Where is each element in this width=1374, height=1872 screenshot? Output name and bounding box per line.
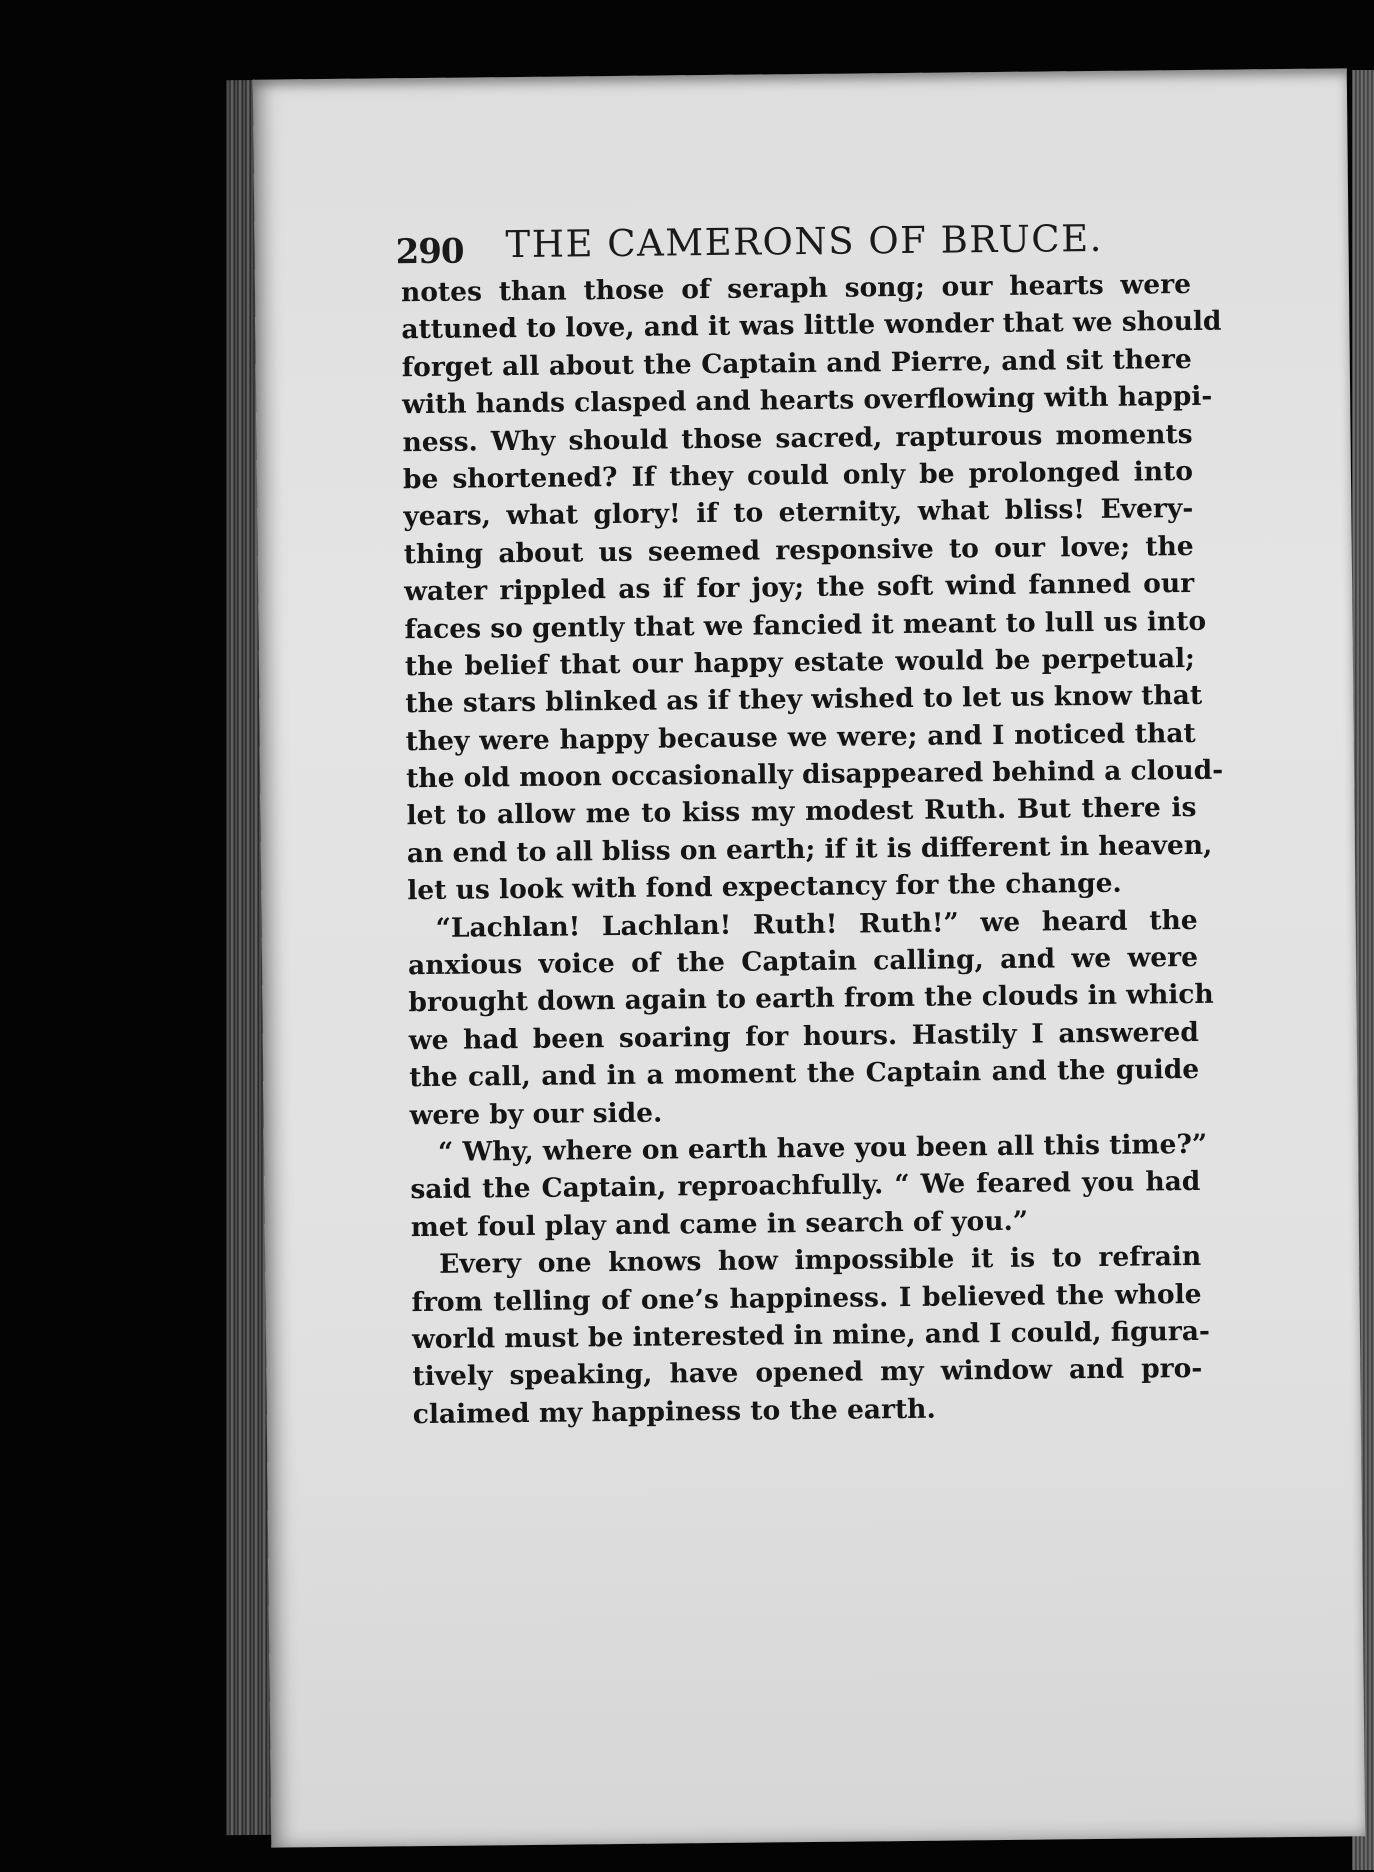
text-line: brought down again to earth from the clouds in which <box>408 979 1214 1019</box>
text-line: the stars blinked as if they wished to let us know that <box>405 680 1203 720</box>
text-line: forget all about the Captain and Pierre, and sit there <box>401 343 1192 384</box>
text-line: faces so gently that we fancied it meant to lull us into <box>404 605 1207 645</box>
text-line: let us look with fond expectancy for the change. <box>407 867 1122 907</box>
text-line: anxious voice of the Captain calling, and we were <box>407 941 1199 982</box>
text-line: an end to all bliss on earth; if it is different in heaven, <box>406 829 1213 870</box>
text-line: years, what glory! if to eternity, what bliss! Every- <box>403 493 1194 533</box>
text-line: ness. Why should those sacred, rapturous moments <box>402 418 1193 458</box>
text-line: Every one knows how impossible it is to refrain <box>439 1241 1202 1281</box>
text-line: “Lachlan! Lachlan! Ruth! Ruth!” we heard the <box>435 904 1198 944</box>
text-line: they were happy because we were; and I noticed that <box>405 717 1196 757</box>
text-line: from telling of one’s happiness. I believed the whole <box>411 1278 1202 1318</box>
text-line: be shortened? If they could only be prolonged into <box>402 455 1194 496</box>
text-line: thing about us seemed responsive to our love; the <box>403 530 1194 570</box>
body-text <box>400 266 1224 1433</box>
text-line: let to allow me to kiss my modest Ruth. But there is <box>406 792 1197 832</box>
text-line: met foul play and came in search of you.” <box>410 1205 1029 1243</box>
page-header <box>395 216 1155 274</box>
text-line: claimed my happiness to the earth. <box>412 1393 936 1430</box>
text-line: the belief that our happy estate would be perpetual; <box>404 642 1196 683</box>
text-line: we had been soaring for hours. Hastily I answered <box>408 1016 1199 1057</box>
text-line: water rippled as if for joy; the soft wind fanned our <box>403 568 1195 608</box>
page-number: 290 <box>395 231 464 273</box>
text-line: world must be interested in mine, and I could, figura- <box>411 1315 1211 1356</box>
text-line: the call, and in a moment the Captain and the guide <box>409 1054 1200 1094</box>
text-line: attuned to love, and it was little wonder that we should <box>401 306 1222 346</box>
text-line: tively speaking, have opened my window and pro- <box>412 1353 1203 1393</box>
text-line: with hands clasped and hearts overflowing with happi- <box>402 380 1213 421</box>
text-line: were by our side. <box>409 1097 663 1131</box>
running-head: THE CAMERONS OF BRUCE. <box>505 216 1104 267</box>
text-line: said the Captain, reproachfully. “ We feared you had <box>410 1166 1201 1206</box>
text-line: the old moon occasionally disappeared behind a cloud- <box>405 754 1224 795</box>
text-line: notes than those of seraph song; our hearts were <box>400 268 1192 309</box>
book-page <box>253 68 1365 1847</box>
text-line: “ Why, where on earth have you been all this time?” <box>437 1128 1208 1168</box>
